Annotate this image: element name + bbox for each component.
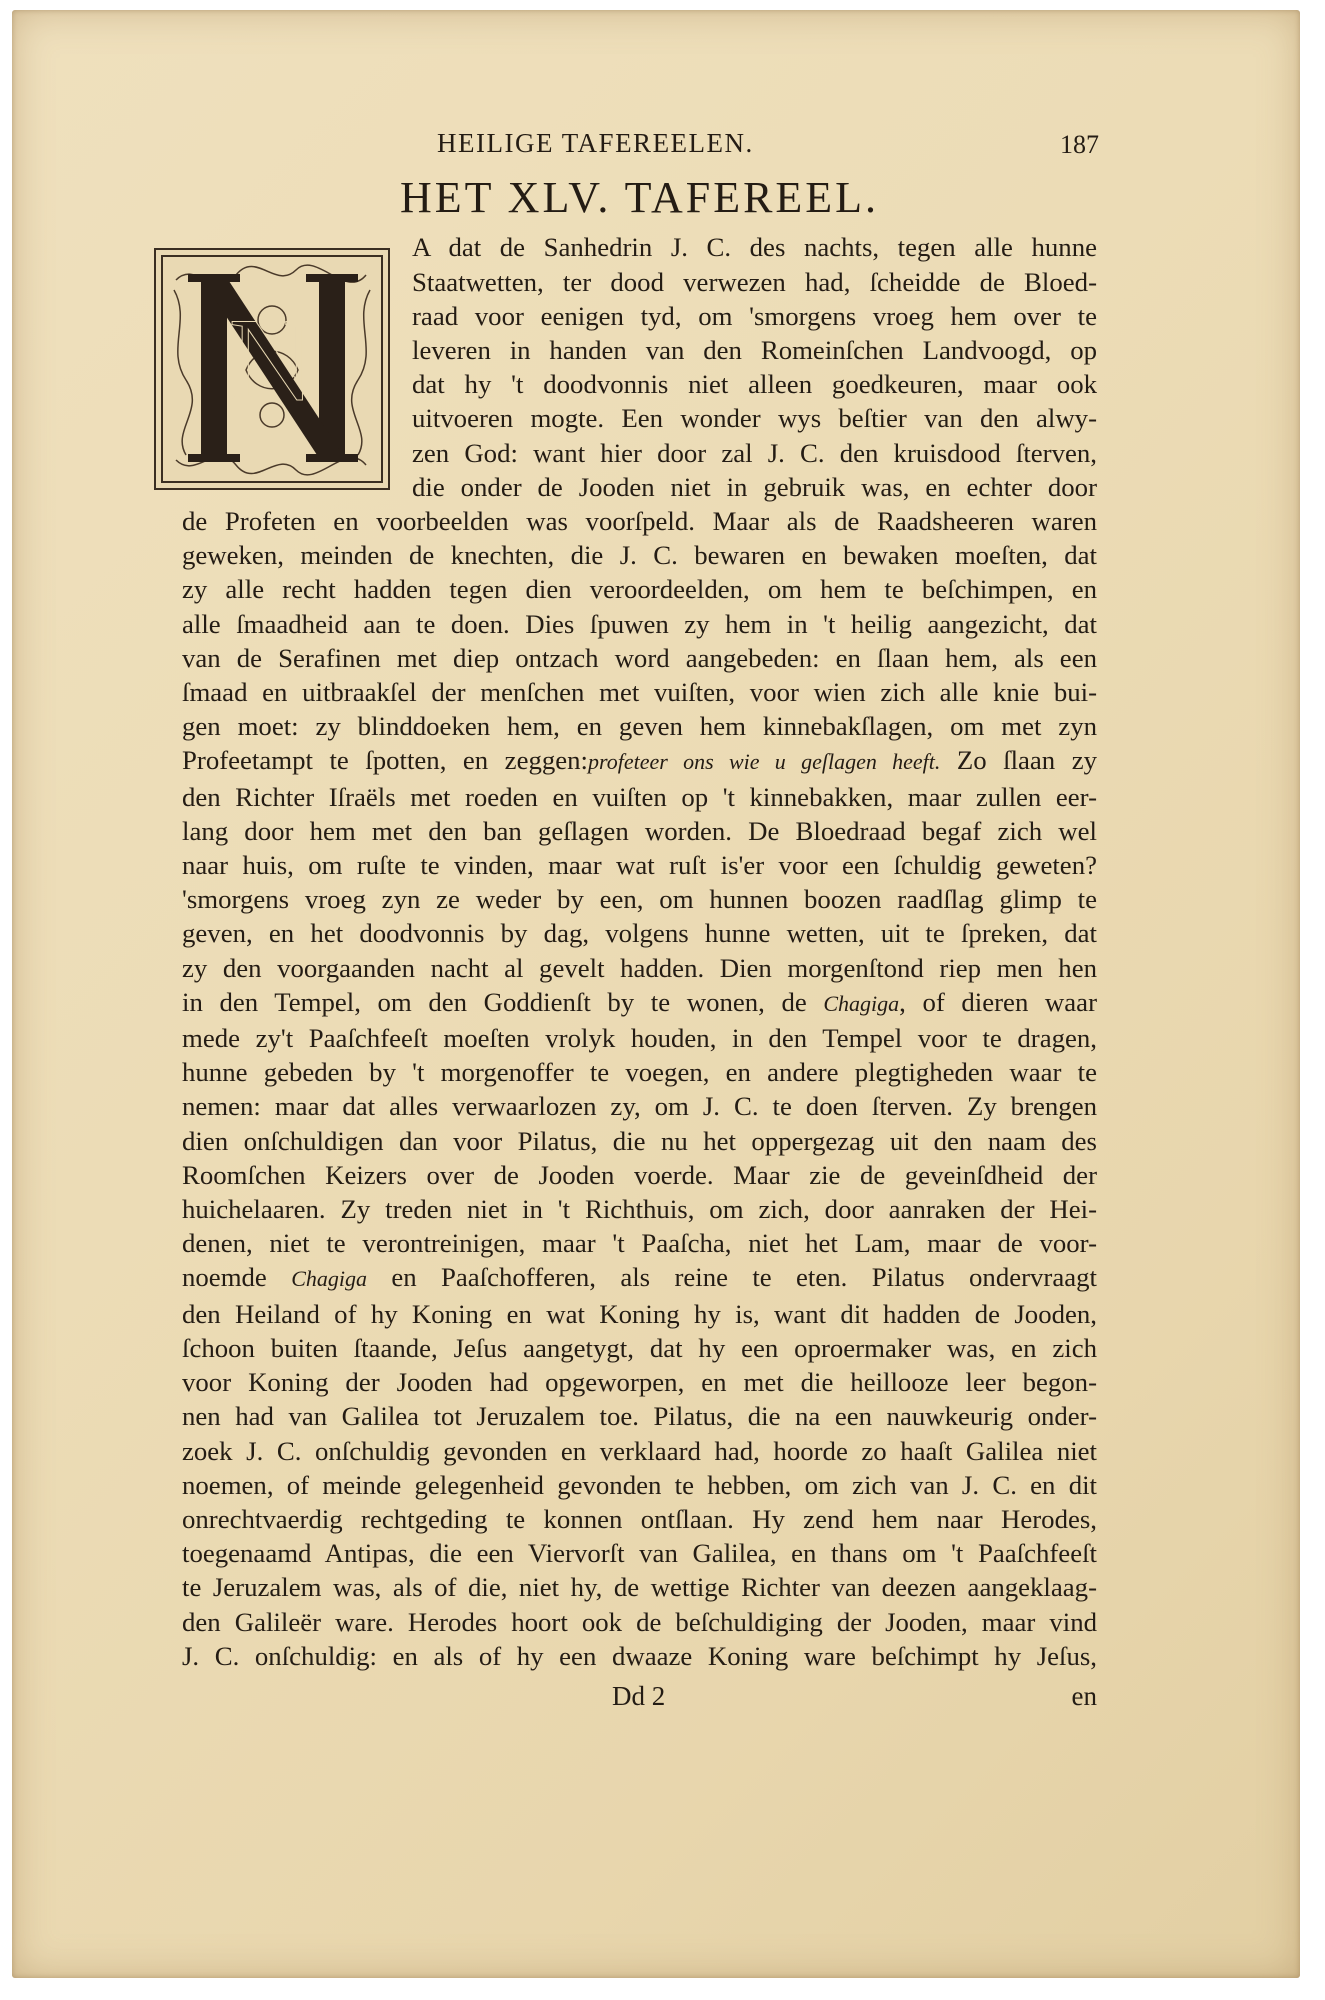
- text-line: nen had van Galilea tot Jeruzalem toe. Pilatus, die na een nauwkeurig onder-: [182, 1401, 1097, 1432]
- page-number: 187: [1060, 130, 1099, 159]
- text-line: mede zy't Paaſchfeeſt moeſten vrolyk houden, in den Tempel voor te dragen,: [182, 1023, 1097, 1054]
- text-line: geven, en het doodvonnis by dag, volgens hunne wetten, uit te ſpreken, dat: [182, 918, 1097, 949]
- text-line: toegenaamd Antipas, die een Viervorſt van Galilea, en thans om 't Paaſchfeeſt: [182, 1538, 1097, 1569]
- text-line: gen moet: zy blinddoeken hem, en geven hem kinnebakſlagen, om met zyn: [182, 711, 1097, 742]
- running-head-title: HEILIGE TAFEREELEN.: [437, 128, 754, 158]
- text-line: te Jeruzalem was, als of die, niet hy, de wettige Richter van deezen aangeklaag-: [182, 1572, 1097, 1603]
- italic-chagiga: Chagiga: [823, 990, 900, 1016]
- text-line: Staatwetten, ter dood verwezen had, ſcheidde de Bloed-: [412, 266, 1097, 297]
- text-line: raad voor eenigen tyd, om 'smorgens vroeg hem over te: [412, 300, 1097, 331]
- text-line: dien onſchuldigen dan voor Pilatus, die nu het oppergezag uit den naam des: [182, 1125, 1097, 1156]
- text-line: J. C. onſchuldig: en als of hy een dwaaze Koning ware beſchimpt hy Jeſus,: [182, 1640, 1097, 1671]
- running-head: [182, 128, 1097, 164]
- svg-text:N: N: [228, 293, 316, 426]
- text-line: uitvoeren mogte. Een wonder wys beſtier van den alwy-: [412, 403, 1097, 434]
- text-segment: noemde: [182, 1262, 267, 1293]
- text-line-with-chagiga: [182, 1260, 1097, 1296]
- text-line: geweken, meinden de knechten, die J. C. bewaren en bewaken moeſten, dat: [182, 540, 1097, 571]
- text-line: A dat de Sanhedrin J. C. des nachts, tegen alle hunne: [412, 232, 1097, 263]
- text-line: naar huis, om ruſte te vinden, maar wat ruſt is'er voor een ſchuldig geweten?: [182, 850, 1097, 881]
- text-segment: Zo ſlaan zy: [940, 745, 1097, 776]
- text-line: ſmaad en uitbraakſel der menſchen met vuiſten, voor wien zich alle knie bui-: [182, 677, 1097, 708]
- decorated-initial: [154, 248, 390, 490]
- text-line: zen God: want hier door zal J. C. den kruisdood ſterven,: [412, 437, 1097, 468]
- text-line: den Galileër ware. Herodes hoort ook de beſchuldiging der Jooden, maar vind: [182, 1606, 1097, 1637]
- text-line: zy alle recht hadden tegen dien veroordeelden, om hem te beſchimpen, en: [182, 574, 1097, 605]
- text-line-with-chagiga: [182, 985, 1097, 1021]
- text-line: zoek J. C. onſchuldig gevonden en verklaard had, hoorde zo haaſt Galilea niet: [182, 1435, 1097, 1466]
- text-line: de Profeten en voorbeelden was voorſpeld. Maar als de Raadsheeren waren: [182, 506, 1097, 537]
- text-line: leveren in handen van den Romeinſchen Landvoogd, op: [412, 335, 1097, 365]
- italic-chagiga: Chagiga: [291, 1266, 367, 1292]
- signature-mark: Dd 2: [612, 1680, 666, 1711]
- text-segment: Profeetampt te ſpotten, en zeggen:: [182, 745, 588, 776]
- text-segment: in den Tempel, om den Goddienſt by te wonen, de: [182, 986, 807, 1017]
- text-segment: , of dieren waar: [899, 986, 1097, 1017]
- text-line: ſchoon buiten ſtaande, Jeſus aangetygt, dat hy een oproermaker was, en zich: [182, 1332, 1097, 1363]
- page-footer: [182, 1681, 1097, 1721]
- italic-quote: profeteer ons wie u geſlagen heeft.: [588, 749, 941, 775]
- text-line: onrechtvaerdig rechtgeding te konnen ontſlaan. Hy zend hem naar Herodes,: [182, 1503, 1097, 1534]
- text-line: dat hy 't doodvonnis niet alleen goedkeuren, maar ook: [412, 369, 1097, 400]
- text-line: Roomſchen Keizers over de Jooden voerde. Maar zie de geveinſdheid der: [182, 1159, 1097, 1190]
- text-line: die onder de Jooden niet in gebruik was, en echter door: [412, 471, 1097, 502]
- text-line: den Heiland of hy Koning en wat Koning hy is, want dit hadden de Jooden,: [182, 1298, 1097, 1329]
- text-line: denen, niet te verontreinigen, maar 't Paaſcha, niet het Lam, maar de voor-: [182, 1228, 1097, 1259]
- text-line: den Richter Iſraëls met roeden en vuiſten op 't kinnebakken, maar zullen eer-: [182, 781, 1097, 812]
- text-line: huichelaaren. Zy treden niet in 't Richthuis, om zich, door aanraken der Hei-: [182, 1194, 1097, 1225]
- text-line: noemen, of meinde gelegenheid gevonden te hebben, om zich van J. C. en dit: [182, 1469, 1097, 1500]
- text-line: alle ſmaadheid aan te doen. Dies ſpuwen zy hem in 't heilig aangezicht, dat: [182, 608, 1097, 639]
- text-line: zy den voorgaanden nacht al gevelt hadden. Dien morgenſtond riep men hen: [182, 952, 1097, 983]
- text-segment: en Paaſchofferen, als reine te eten. Pilatus ondervraagt: [366, 1262, 1097, 1293]
- text-line-with-quote: [182, 743, 1097, 779]
- page-body: [182, 128, 1097, 1721]
- text-line: nemen: maar dat alles verwaarlozen zy, om J. C. te doen ſterven. Zy brengen: [182, 1091, 1097, 1122]
- text-line: hunne gebeden by 't morgenoffer te voegen, en andere plegtigheden waar te: [182, 1057, 1097, 1088]
- text-line: voor Koning der Jooden had opgeworpen, en met die heillooze leer begon-: [182, 1367, 1097, 1398]
- text-line: lang door hem met den ban geſlagen worden. De Bloedraad begaf zich wel: [182, 815, 1097, 846]
- text-line: 'smorgens vroeg zyn ze weder by een, om hunnen boozen raadſlag glimp te: [182, 884, 1097, 915]
- ornament-initial-n-icon: [156, 250, 388, 488]
- chapter-title: HET XLV. TAFEREEL.: [399, 173, 880, 222]
- text-line: van de Serafinen met diep ontzach word aangebeden: en ſlaan hem, als een: [182, 642, 1097, 673]
- catchword: en: [1071, 1680, 1097, 1711]
